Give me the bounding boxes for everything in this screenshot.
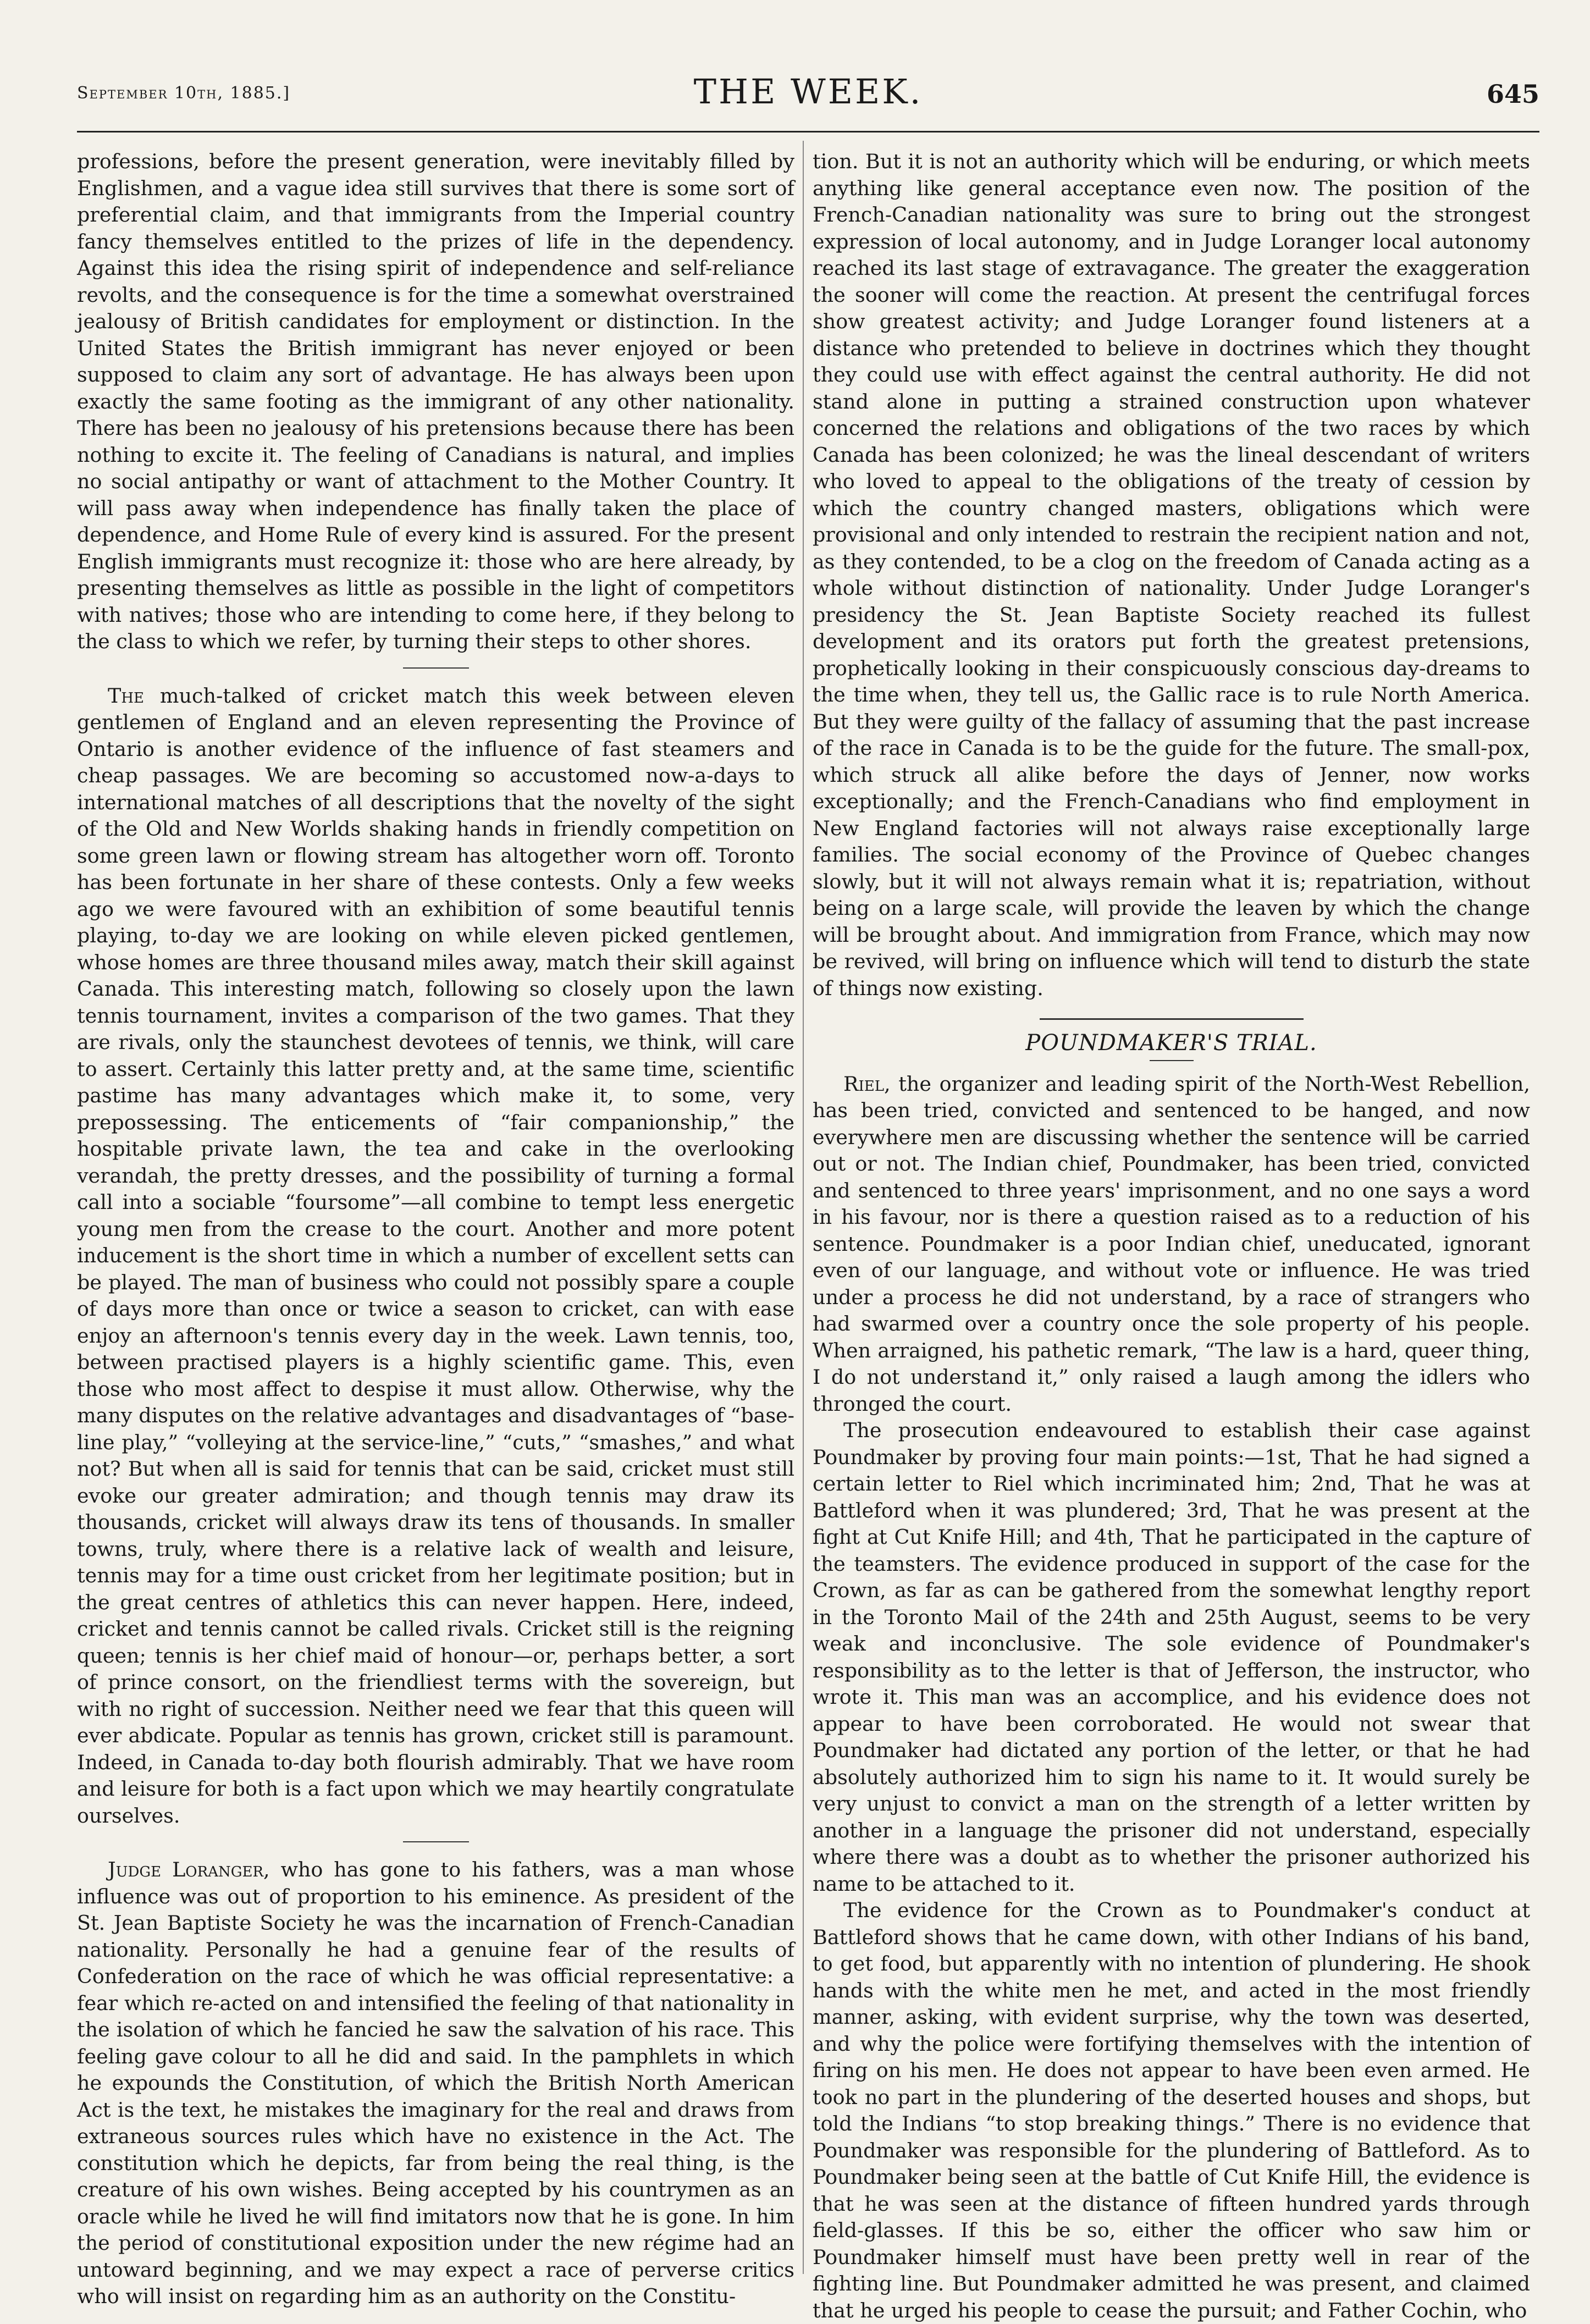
column-divider	[803, 141, 804, 2274]
paragraph-body: who has gone to his fathers, was a man whose influence was out of proportion to his eminence. As president of the St. Jean Baptiste Society he was the incarnation of French-Canadian nationality. Personally he had a genuine fear of the results of Confederation on the race of which he was official representative: a fear which re-acted on and intensified the feeling of that nationality in the isolation of which he fancied he saw the salvation of his race. This feeling gave colour to all he did and said. In the pamphlets in which he expounds the Constitution, of which the British North American Act is the text, he mistakes the imaginary for the real and draws from extraneous sources rules which have no existence in the Act. The constitution which he depicts, far from being the real thing, is the creature of his own wishes. Being accepted by his countrymen as an oracle while he lived he will find imitators now that he is gone. In him the period of constitutional exposition under the new régime had an untoward beginning, and we may expect a race of perverse critics who will insist on regarding him as an authority on the Constitu-	[77, 1858, 795, 2308]
section-heading: POUNDMAKER'S TRIAL.	[1025, 1030, 1317, 1056]
section-separator	[403, 1841, 469, 1842]
section-rule	[1040, 1018, 1304, 1020]
lead-word: The	[108, 683, 144, 708]
paragraph-riel	[813, 1071, 1530, 1418]
paragraph-body: the organizer and leading spirit of the North-West Rebellion, has been tried, convicted and sentenced to be hanged, and now everywhere men are discussing whether the sentence will be carried out or not. The Indian chief, Poundmaker, has been tried, convicted and sentenced to three years' imprisonment, and no one says a word in his favour, nor is there a question raised as to a reduction of his sentence. Poundmaker is a poor Indian chief, uneducated, ignorant even of our language, and without vote or influence. He was tried under a process he did not understand, by a race of strangers who had swarmed over a country once the sole property of his people. When arraigned, his pathetic remark, “The law is a hard, queer thing, I do not understand it,” only raised a laugh among the idlers who thronged the court.	[813, 1072, 1530, 1416]
header-rule	[77, 131, 1539, 133]
paragraph-loranger	[77, 1857, 794, 2310]
paragraph-prosecution: The prosecution endeavoured to establish their case against Poundmaker by proving four main points:—1st, That he had signed a certain letter to Riel which incriminated him; 2nd, That he was at Battleford when it was plundered; 3rd, That he was present at the fight at Cut Knife Hill; and 4th, That he participated in the capture of the teamsters. The evidence produced in support of the case for the Crown, as far as can be gathered from the somewhat lengthy report in the Toronto Mail of the 24th and 25th August, seems to be very weak and inconclusive. The sole evidence of Poundmaker's responsibility as to the letter is that of Jefferson, the instructor, who wrote it. This man was an accomplice, and his evidence does not appear to have been corroborated. He would not swear that Poundmaker had dictated any portion of the letter, or that he had absolutely authorized him to sign his name to it. It would surely be very unjust to convict a man on the strength of a letter written by another in a language the prisoner did not understand, especially where there was a doubt as to whether the prisoner authorized his name to be attached to it.	[813, 1418, 1530, 1896]
paragraph-loranger-continued: tion. But it is not an authority which will be enduring, or which meets anything like general acceptance even now. The position of the French-Canadian nationality was sure to bring out the strongest expression of local autonomy, and in Judge Loranger local autonomy reached its last stage of extravagance. The greater the exaggeration the sooner will come the reaction. At present the centrifugal forces show greatest activity; and Judge Loranger found listeners at a distance who pretended to believe in doctrines which they thought they could use with effect against the central authority. He did not stand alone in putting a strained construction upon whatever concerned the relations and obligations of the two races by which Canada has been colonized; he was the lineal descendant of writers who loved to appeal to the obligations of the treaty of cession by which the country changed masters, obligations which were provisional and only intended to restrain the recipient nation and not, as they contended, to be a clog on the freedom of Canada acting as a whole without distinction of nationality. Under Judge Loranger's presidency the St. Jean Baptiste Society reached its fullest development and its orators put forth the greatest pretensions, prophetically looking in their conspicuously conscious day-dreams to the time when, they tell us, the Gallic race is to rule North America. But they were guilty of the fallacy of assuming that the past increase of the race in Canada is to be the guide for the future. The small-pox, which struck all alike before the days of Jenner, now works exceptionally; and the French-Canadians who find employment in New England factories will not always raise exceptionally large families. The social economy of the Province of Quebec changes slowly, but it will not always remain what it is; repatriation, without being on a large scale, will provide the leaven by which the change will be brought about. And immigration from France, which may now be revived, will bring on influence which will tend to disturb the state of things now existing.	[813, 150, 1530, 1000]
paragraph-body: much-talked of cricket match this week between eleven gentlemen of England and an eleven representing the Province of Ontario is another evidence of the influence of fast steamers and cheap passages. We are becoming so accustomed now-a-days to international matches of all descriptions that the novelty of the sight of the Old and New Worlds shaking hands in friendly competition on some green lawn or flowing stream has altogether worn off. Toronto has been fortunate in her share of these contests. Only a few weeks ago we were favoured with an exhibition of some beautiful tennis playing, to-day we are looking on while eleven picked gentlemen, whose homes are three thousand miles away, match their skill against Canada. This interesting match, following so closely upon the lawn tennis tournament, invites a comparison of the two games. That they are rivals, only the staunchest devotees of tennis, we think, will care to assert. Certainly this latter pretty and, at the same time, scientific pastime has many advantages which make it, to some, very prepossessing. The enticements of “fair companionship,” the hospitable private lawn, the tea and cake in the overlooking verandah, the pretty dresses, and the possibility of turning a formal call into a sociable “foursome”—all combine to tempt less energetic young men from the crease to the court. Another and more potent inducement is the short time in which a number of excellent setts can be played. The man of business who could not possibly spare a couple of days more than once or twice a season to cricket, can with ease enjoy an afternoon's tennis every day in the week. Lawn tennis, too, between practised players is a highly scientific game. This, even those who most affect to despise it must allow. Otherwise, why the many disputes on the relative advantages and disadvantages of “base-line play,” “volleying at the service-line,” “cuts,” “smashes,” and what not? But when all is said for tennis that can be said, cricket must still evoke our greater admiration; and though tennis may draw its thousands, cricket will always draw its tens of thousands. In smaller towns, truly, where there is a relative lack of wealth and leisure, tennis may for a time oust cricket from her legitimate position; but in the great centres of athletics this can never happen. Here, indeed, cricket and tennis cannot be called rivals. Cricket still is the reigning queen; tennis is her chief maid of honour—or, perhaps better, a sort of prince consort, on the friendliest terms with the sovereign, but with no right of succession. Neither need we fear that this queen will ever abdicate. Popular as tennis has grown, cricket still is paramount. Indeed, in Canada to-day both flourish admirably. That we have room and leisure for both is a fact upon which we may heartily congratulate ourselves.	[77, 683, 794, 1828]
masthead-title: THE WEEK.	[693, 71, 923, 112]
page-header	[77, 71, 1539, 132]
section-rule-short	[1150, 1060, 1194, 1061]
section-separator	[403, 667, 469, 669]
lead-word: Riel,	[843, 1072, 891, 1096]
left-column	[77, 148, 795, 2308]
paragraph-cricket	[77, 683, 794, 1830]
issue-date: September 10th, 1885.]	[77, 84, 291, 103]
paragraph-immigrants: professions, before the present generation, were inevitably filled by Englishmen, and a vague idea still survives that there is some sort of preferential claim, and that immigrants from the Imperial country fancy themselves entitled to the prizes of life in the dependency. Against this idea the rising spirit of independence and self-reliance revolts, and the consequence is for the time a somewhat overstrained jealousy of British candidates for employment or distinction. In the United States the British immigrant has never enjoyed or been supposed to claim any sort of advantage. He has always been upon exactly the same footing as the immigrant of any other nationality. There has been no jealousy of his pretensions because there has been nothing to excite it. The feeling of Canadians is natural, and implies no social antipathy or want of attachment to the Mother Country. It will pass away when independence has finally taken the place of dependence, and Home Rule of every kind is assured. For the present English immigrants must recognize it: those who are here already, by presenting themselves as little as possible in the light of competitors with natives; those who are intending to come here, if they belong to the class to which we refer, by turning their steps to other shores.	[77, 150, 794, 653]
paragraph-battleford: The evidence for the Crown as to Poundmaker's conduct at Battleford shows that he came down, with other Indians of his band, to get food, but apparently with no intention of plundering. He shook hands with the white men he met, and acted in the most friendly manner, asking, with evident surprise, why the town was deserted, and why the police were fortifying themselves with the intention of firing on his men. He does not appear to have been even armed. He took no part in the plundering of the deserted houses and shops, but told the Indians “to stop breaking things.” There is no evidence that Poundmaker was responsible for the plundering of Battleford. As to Poundmaker being seen at the battle of Cut Knife Hill, the evidence is that he was seen at the distance of fifteen hundred yards through field-glasses. If this be so, either the officer who saw him or Poundmaker himself must have been pretty well in rear of the fighting line. But Poundmaker admitted he was present, and claimed that he urged his people to cease the pursuit; and Father Cochin, who	[813, 1898, 1530, 2322]
page-number: 645	[1486, 79, 1539, 109]
lead-word: Judge Loranger,	[108, 1858, 270, 1881]
right-column	[813, 148, 1530, 2322]
